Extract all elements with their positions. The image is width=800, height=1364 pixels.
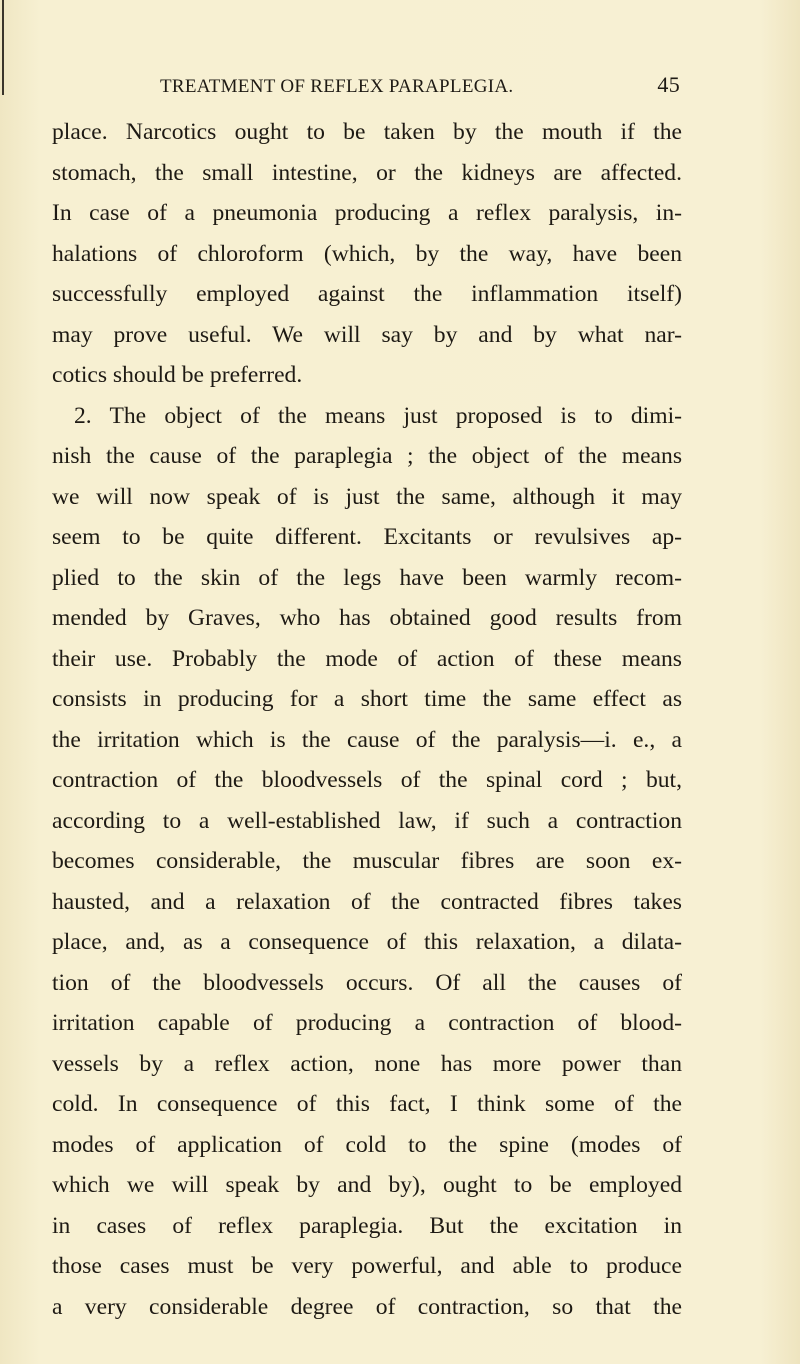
text-line: in cases of reflex paraplegia. But the excitation in: [52, 1212, 682, 1239]
text-line: In case of a pneumonia producing a reflex paralysis, in-: [52, 200, 682, 226]
text-line: according to a well-established law, if such a contraction: [52, 807, 682, 834]
text-line: consists in producing for a short time the same effect as: [52, 686, 682, 712]
text-line: modes of application of cold to the spine (modes of: [52, 1131, 682, 1158]
text-line: becomes considerable, the muscular fibres are soon ex-: [52, 848, 682, 874]
text-line: place, and, as a consequence of this relaxation, a dilata-: [52, 929, 682, 955]
text-line: seem to be quite different. Excitants or revulsives ap-: [52, 524, 682, 550]
running-title: TREATMENT OF REFLEX PARAPLEGIA.: [160, 76, 514, 97]
text-line: a very considerable degree of contraction, so that the: [52, 1293, 682, 1320]
paragraph-start-line: 2. The object of the means just proposed is to dimi-: [74, 402, 682, 429]
text-line: their use. Probably the mode of action of these means: [52, 645, 682, 672]
text-line: place. Narcotics ought to be taken by the mouth if the: [52, 119, 682, 145]
body-text: [52, 112, 682, 1327]
text-line: contraction of the bloodvessels of the spinal cord ; but,: [52, 767, 682, 793]
text-line: nish the cause of the paraplegia ; the object of the means: [52, 443, 682, 469]
text-line: which we will speak by and by), ought to be employed: [52, 1172, 682, 1198]
text-line: may prove useful. We will say by and by what nar-: [52, 321, 682, 348]
text-line: tion of the bloodvessels occurs. Of all the causes of: [52, 969, 682, 996]
text-line: successfully employed against the inflammation itself): [52, 281, 682, 307]
text-line: vessels by a reflex action, none has more power than: [52, 1050, 682, 1077]
text-line: cold. In consequence of this fact, I think some of the: [52, 1091, 682, 1117]
page-edge-line: [2, 0, 4, 95]
text-line: mended by Graves, who has obtained good results from: [52, 605, 682, 631]
text-line: cotics should be preferred.: [52, 362, 303, 388]
text-line: hausted, and a relaxation of the contracted fibres takes: [52, 888, 682, 915]
text-line: stomach, the small intestine, or the kidneys are affected.: [52, 159, 682, 186]
page-number: 45: [657, 72, 680, 97]
text-line: we will now speak of is just the same, although it may: [52, 483, 682, 510]
text-line: halations of chloroform (which, by the way, have been: [52, 240, 682, 267]
text-line: irritation capable of producing a contraction of blood-: [52, 1010, 682, 1036]
text-line: the irritation which is the cause of the paralysis—i. e., a: [52, 726, 682, 753]
text-line: plied to the skin of the legs have been warmly recom-: [52, 564, 682, 591]
running-head: [160, 70, 680, 104]
text-line: those cases must be very powerful, and able to produce: [52, 1253, 682, 1279]
